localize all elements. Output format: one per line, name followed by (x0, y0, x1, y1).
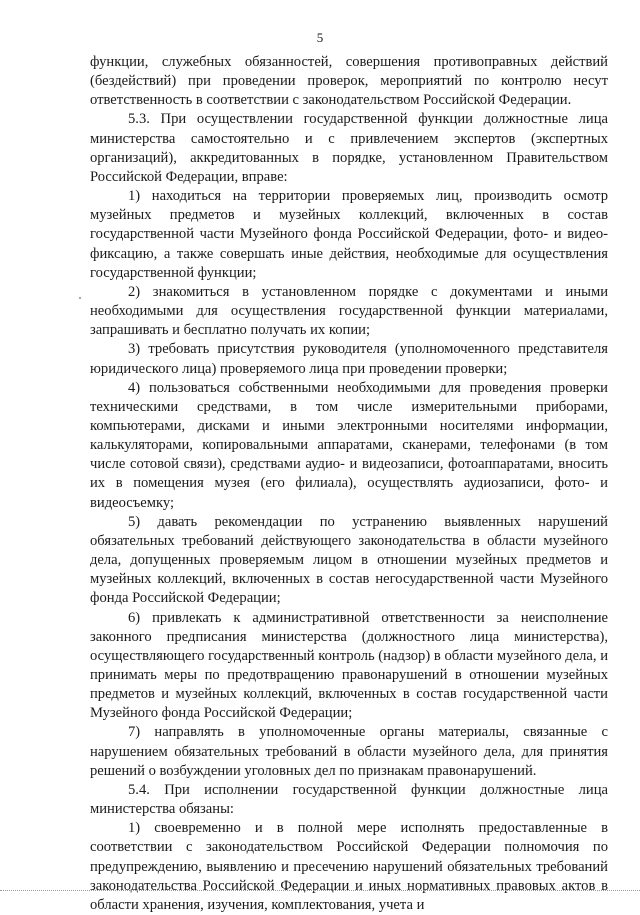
scan-artifact-line (0, 890, 640, 891)
paragraph-continuation: функции, служебных обязанностей, совершения противоправных действий (бездействий) при проведении проверок, мероприятий по контролю несут ответственность в соответствии с законодательством Российской Федерации. (90, 54, 608, 109)
paragraph-item-2: 2) знакомиться в установленном порядке с документами и иными необходимыми для осуществления государственной функции материалами, запрашивать и бесплатно получать их копии; (90, 283, 608, 339)
paragraph-5-4-item-1: 1) своевременно и в полной мере исполнять предоставленные в соответствии с законодательством Российской Федерации полномочия по предупреждению, выявлению и пресечению нарушений обязательных требований законодательства Российской Федерации и иных нормативных правовых актов в области хранения, изучения, комплектования, учета и (90, 820, 608, 913)
page-number: 5 (316, 30, 324, 45)
document-body (90, 53, 608, 915)
paragraph-item-5: 5) давать рекомендации по устранению выявленных нарушений обязательных требований действующего законодательства в области музейного дела, допущенных проверяемым лицом в отношении музейных предметов и музейных коллекций, включенных в состав негосударственной части Музейного фонда Российской Федерации; (90, 513, 608, 607)
paragraph-item-3: 3) требовать присутствия руководителя (уполномоченного представителя юридического лица) проверяемого лица при проведении проверки; (90, 341, 608, 377)
paragraph-item-1: 1) находиться на территории проверяемых лиц, производить осмотр музейных предметов и музейных коллекций, включенных в состав государственной части Музейного фонда Российской Федерации, фото- и видео-фиксацию, а также совершать иные действия, необходимые для осуществления государственной функции; (90, 188, 608, 281)
paragraph-item-7: 7) направлять в уполномоченные органы материалы, связанные с нарушением обязательных требований в области музейного дела, для принятия решений о возбуждении уголовных дел по признакам правонарушений. (90, 724, 608, 779)
paragraph-item-4: 4) пользоваться собственными необходимыми для проведения проверки техническими средствами, в том числе измерительными приборами, компьютерами, дисками и иными электронными носителями информации, калькуляторами, копировальными аппаратами, сканерами, телефонами (в том числе сотовой связи), средствами аудио- и видеозаписи, фотоаппаратами, вносить их в помещения музея (его филиала), осуществлять аудиозаписи, фото- и видеосъемку; (90, 379, 608, 511)
paragraph-section-5-3: 5.3. При осуществлении государственной функции должностные лица министерства самостоятельно и с привлечением экспертов (экспертных организаций), аккредитованных в порядке, установленном Правительством Российской Федерации, вправе: (90, 111, 608, 185)
paragraph-section-5-4: 5.4. При исполнении государственной функции должностные лица министерства обязаны: (90, 781, 608, 818)
paragraph-item-6: 6) привлекать к административной ответственности за неисполнение законного предписания министерства (должностного лица министерства), осуществляющего государственный контроль (надзор) в области музейного дела, и принимать меры по предотвращению правонарушений в отношении музейных предметов и музейных коллекций, включенных в состав государственной части Музейного фонда Российской Федерации; (90, 609, 608, 722)
scan-artifact-dot (79, 297, 81, 299)
